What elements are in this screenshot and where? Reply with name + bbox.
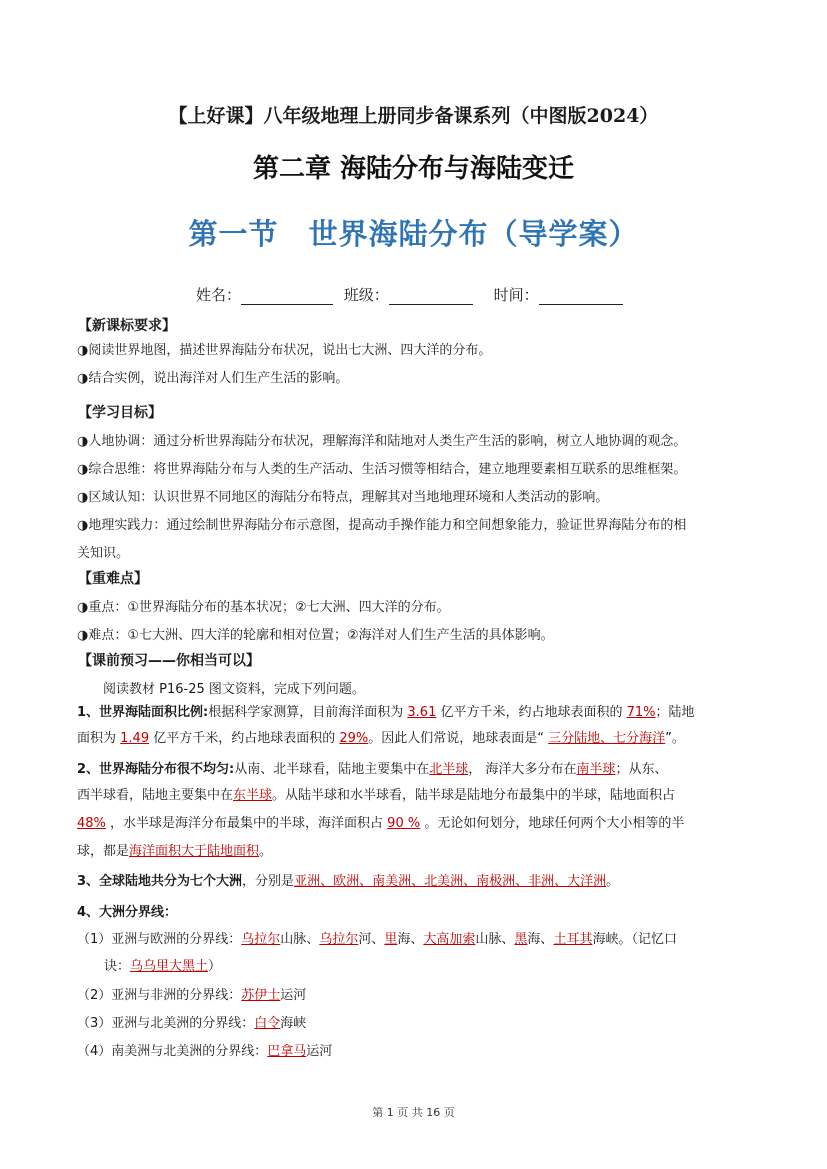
- text: ）: [208, 959, 222, 974]
- text: 海峡: [280, 1016, 307, 1031]
- question-4-sub-1-line-2: [104, 955, 221, 974]
- text: 海、: [527, 932, 554, 947]
- text: ，分别是: [242, 874, 295, 889]
- answer: 东半球: [233, 788, 273, 803]
- text: ；陆地: [655, 705, 695, 720]
- curriculum-item: ◑阅读世界地图，描述世界海陆分布状况，说出七大洲、四大洋的分布。: [77, 343, 492, 358]
- question-1-line-2: [77, 727, 685, 746]
- text: 。: [606, 874, 620, 889]
- answer: 黑: [514, 932, 528, 947]
- class-label: 班级：: [343, 286, 389, 304]
- answer: 土耳其: [553, 932, 593, 947]
- preview-intro: 阅读教材 P16-25 图文资料，完成下列问题。: [103, 682, 365, 697]
- text: 河、: [358, 932, 385, 947]
- text: 。无论如何划分，地球任何两个大小相等的半: [420, 816, 685, 831]
- answer: 3.61: [407, 705, 437, 720]
- curriculum-item: ◑结合实例，说出海洋对人们生产生活的影响。: [77, 371, 349, 386]
- question-3-label: 3、全球陆地共分为七个大洲: [77, 874, 243, 889]
- answer: 48%: [77, 816, 106, 831]
- text: （4）南美洲与北美洲的分界线：: [77, 1044, 268, 1059]
- text: 运河: [280, 988, 307, 1003]
- answer: 亚洲、欧洲、南美洲、北美洲、南极洲、非洲、大洋洲: [294, 874, 607, 889]
- question-4-label: 4、大洲分界线：: [77, 905, 178, 920]
- answer: 乌拉尔: [319, 932, 359, 947]
- answer: 乌拉尔: [241, 932, 281, 947]
- text: ， 海洋大多分布在: [468, 762, 577, 777]
- series-title: 【上好课】八年级地理上册同步备课系列（中图版2024）: [168, 105, 659, 127]
- goal-item: ◑地理实践力：通过绘制世界海陆分布示意图，提高动手操作能力和空间想象能力，验证世界海陆分布的相: [77, 518, 687, 533]
- time-blank[interactable]: [539, 286, 623, 305]
- preview-heading: 【课前预习——你相当可以】: [78, 653, 260, 669]
- question-2-line-4: [77, 840, 272, 859]
- text: 山脉、: [475, 932, 515, 947]
- section-title: 第一节 世界海陆分布（导学案）: [188, 217, 639, 251]
- question-1-line-1: [77, 701, 695, 720]
- text: 。因此人们常说，地球表面是“: [368, 731, 549, 746]
- text: 海、: [397, 932, 424, 947]
- student-info: [196, 284, 623, 305]
- answer: 巴拿马: [267, 1044, 307, 1059]
- text: ；从东、: [615, 762, 668, 777]
- text: ”。: [665, 731, 685, 746]
- question-4-sub-2: [77, 984, 306, 1003]
- goal-item: ◑综合思维：将世界海陆分布与人类的生产活动、生活习惯等相结合，建立地理要素相互联系的思维框架。: [77, 462, 687, 477]
- text: （1）亚洲与欧洲的分界线：: [77, 932, 242, 947]
- question-2-line-2: [77, 784, 675, 803]
- answer: 里: [384, 932, 398, 947]
- answer: 海洋面积大于陆地面积: [129, 844, 260, 859]
- text: （2）亚洲与非洲的分界线：: [77, 988, 242, 1003]
- question-3: [77, 870, 619, 889]
- answer: 南半球: [576, 762, 616, 777]
- text: 面积为: [77, 731, 121, 746]
- key-point-item: ◑难点：①七大洲、四大洋的轮廓和相对位置；②海洋对人们生产生活的具体影响。: [77, 628, 554, 643]
- answer: 苏伊士: [241, 988, 281, 1003]
- answer: 白令: [254, 1016, 281, 1031]
- goals-heading: 【学习目标】: [78, 405, 162, 421]
- text: 亿平方千米，约占地球表面积的: [436, 705, 627, 720]
- curriculum-heading: 【新课标要求】: [78, 318, 176, 334]
- question-4-sub-4: [77, 1040, 332, 1059]
- key-points-heading: 【重难点】: [78, 571, 148, 587]
- text: 。: [259, 844, 273, 859]
- goal-item: ◑区域认知：认识世界不同地区的海陆分布特点，理解其对当地地理环境和人类活动的影响。: [77, 490, 609, 505]
- text: 根据科学家测算，目前海洋面积为: [208, 705, 408, 720]
- text: ，水半球是海洋分布最集中的半球，海洋面积占: [105, 816, 388, 831]
- question-2-line-3: [77, 812, 684, 831]
- text: 亿平方千米，约占地球表面积的: [149, 731, 340, 746]
- time-label: 时间：: [493, 286, 539, 304]
- text: 运河: [306, 1044, 333, 1059]
- answer: 乌乌里大黑土: [130, 959, 209, 974]
- name-label: 姓名：: [196, 286, 242, 304]
- text: （3）亚洲与北美洲的分界线：: [77, 1016, 255, 1031]
- question-2-label: 2、世界海陆分布很不均匀:: [77, 762, 235, 777]
- text: 西半球看，陆地主要集中在: [77, 788, 234, 803]
- question-4-sub-1-line-1: [77, 928, 677, 947]
- text: 海峡。（记忆口: [592, 932, 677, 947]
- text: 从南、北半球看，陆地主要集中在: [234, 762, 430, 777]
- text: 诀：: [104, 959, 131, 974]
- question-4-sub-3: [77, 1012, 306, 1031]
- key-point-item: ◑重点：①世界海陆分布的基本状况；②七大洲、四大洋的分布。: [77, 600, 450, 615]
- goal-item: ◑人地协调：通过分析世界海陆分布状况，理解海洋和陆地对人类生产生活的影响，树立人地协调的观念。: [77, 434, 687, 449]
- answer: 1.49: [120, 731, 150, 746]
- answer: 北半球: [429, 762, 469, 777]
- goal-item: 关知识。: [77, 546, 130, 561]
- answer: 71%: [626, 705, 656, 720]
- answer: 29%: [339, 731, 369, 746]
- name-blank[interactable]: [241, 286, 333, 305]
- answer: 大高加索: [423, 932, 476, 947]
- answer: 90 %: [387, 816, 421, 831]
- text: 。从陆半球和水半球看，陆半球是陆地分布最集中的半球，陆地面积占: [272, 788, 676, 803]
- text: 山脉、: [280, 932, 320, 947]
- question-1-label: 1、世界海陆面积比例:: [77, 705, 209, 720]
- answer: 三分陆地、七分海洋: [548, 731, 666, 746]
- page-footer: 第 1 页 共 16 页: [372, 1106, 455, 1119]
- chapter-title: 第二章 海陆分布与海陆变迁: [252, 154, 575, 184]
- question-2-line-1: [77, 758, 667, 777]
- text: 球，都是: [77, 844, 130, 859]
- class-blank[interactable]: [389, 286, 473, 305]
